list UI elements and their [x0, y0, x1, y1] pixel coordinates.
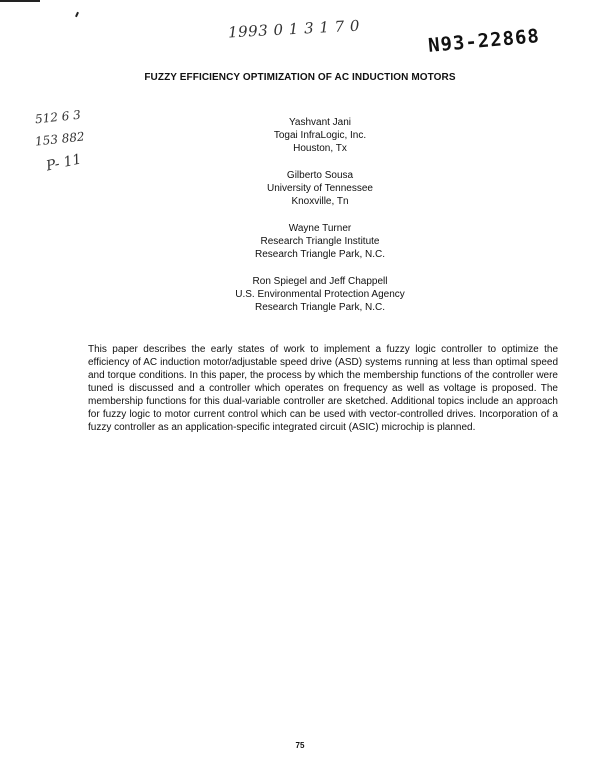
handwritten-margin-note-2: 153 882	[34, 129, 86, 149]
handwritten-accession-note: 1993 0 1 3 1 7 0	[227, 16, 361, 42]
handwritten-margin-note-1: 512 6 3	[34, 107, 82, 127]
author-name: Gilberto Sousa	[286, 170, 354, 181]
page-number: 75	[295, 741, 305, 750]
author-location: Knoxville, Tn	[291, 196, 349, 207]
author-affiliation: U.S. Environmental Protection Agency	[235, 289, 405, 300]
author-block	[130, 275, 510, 314]
paper-title: FUZZY EFFICIENCY OPTIMIZATION OF AC INDUCTION MOTORS	[144, 72, 456, 83]
author-location: Research Triangle Park, N.C.	[254, 249, 386, 260]
author-location: Research Triangle Park, N.C.	[254, 302, 386, 313]
handwritten-page-count: P- 11	[44, 151, 83, 175]
author-name: Ron Spiegel and Jeff Chappell	[252, 276, 388, 287]
author-name: Wayne Turner	[288, 223, 352, 234]
author-block	[130, 116, 510, 155]
author-affiliation: University of Tennessee	[267, 183, 373, 194]
author-location: Houston, Tx	[293, 143, 347, 154]
report-number-stamp: N93-22868	[427, 25, 541, 57]
author-affiliation: Research Triangle Institute	[260, 236, 380, 247]
scan-mark-line	[0, 0, 40, 2]
author-name: Yashvant Jani	[288, 117, 352, 128]
author-block	[130, 169, 510, 208]
scan-mark-tick	[75, 12, 79, 17]
abstract-paragraph: This paper describes the early states of work to implement a fuzzy logic controller to optimize the efficiency of AC induction motor/adjustable speed drive (ASD) systems running at less than optimal speed and torque conditions. In this paper, the process by which the membership functions of the controller were tuned is discussed and a controller which operates on frequency as well as voltage is proposed. The membership functions for this dual-variable controller are sketched. Additional topics include an approach for fuzzy logic to motor current control which can be used with vector-controlled drives. Incorporation of a fuzzy controller as an application-specific integrated circuit (ASIC) microchip is planned.	[88, 344, 558, 433]
author-list	[130, 116, 510, 328]
author-block	[130, 222, 510, 261]
author-affiliation: Togai InfraLogic, Inc.	[273, 130, 367, 141]
